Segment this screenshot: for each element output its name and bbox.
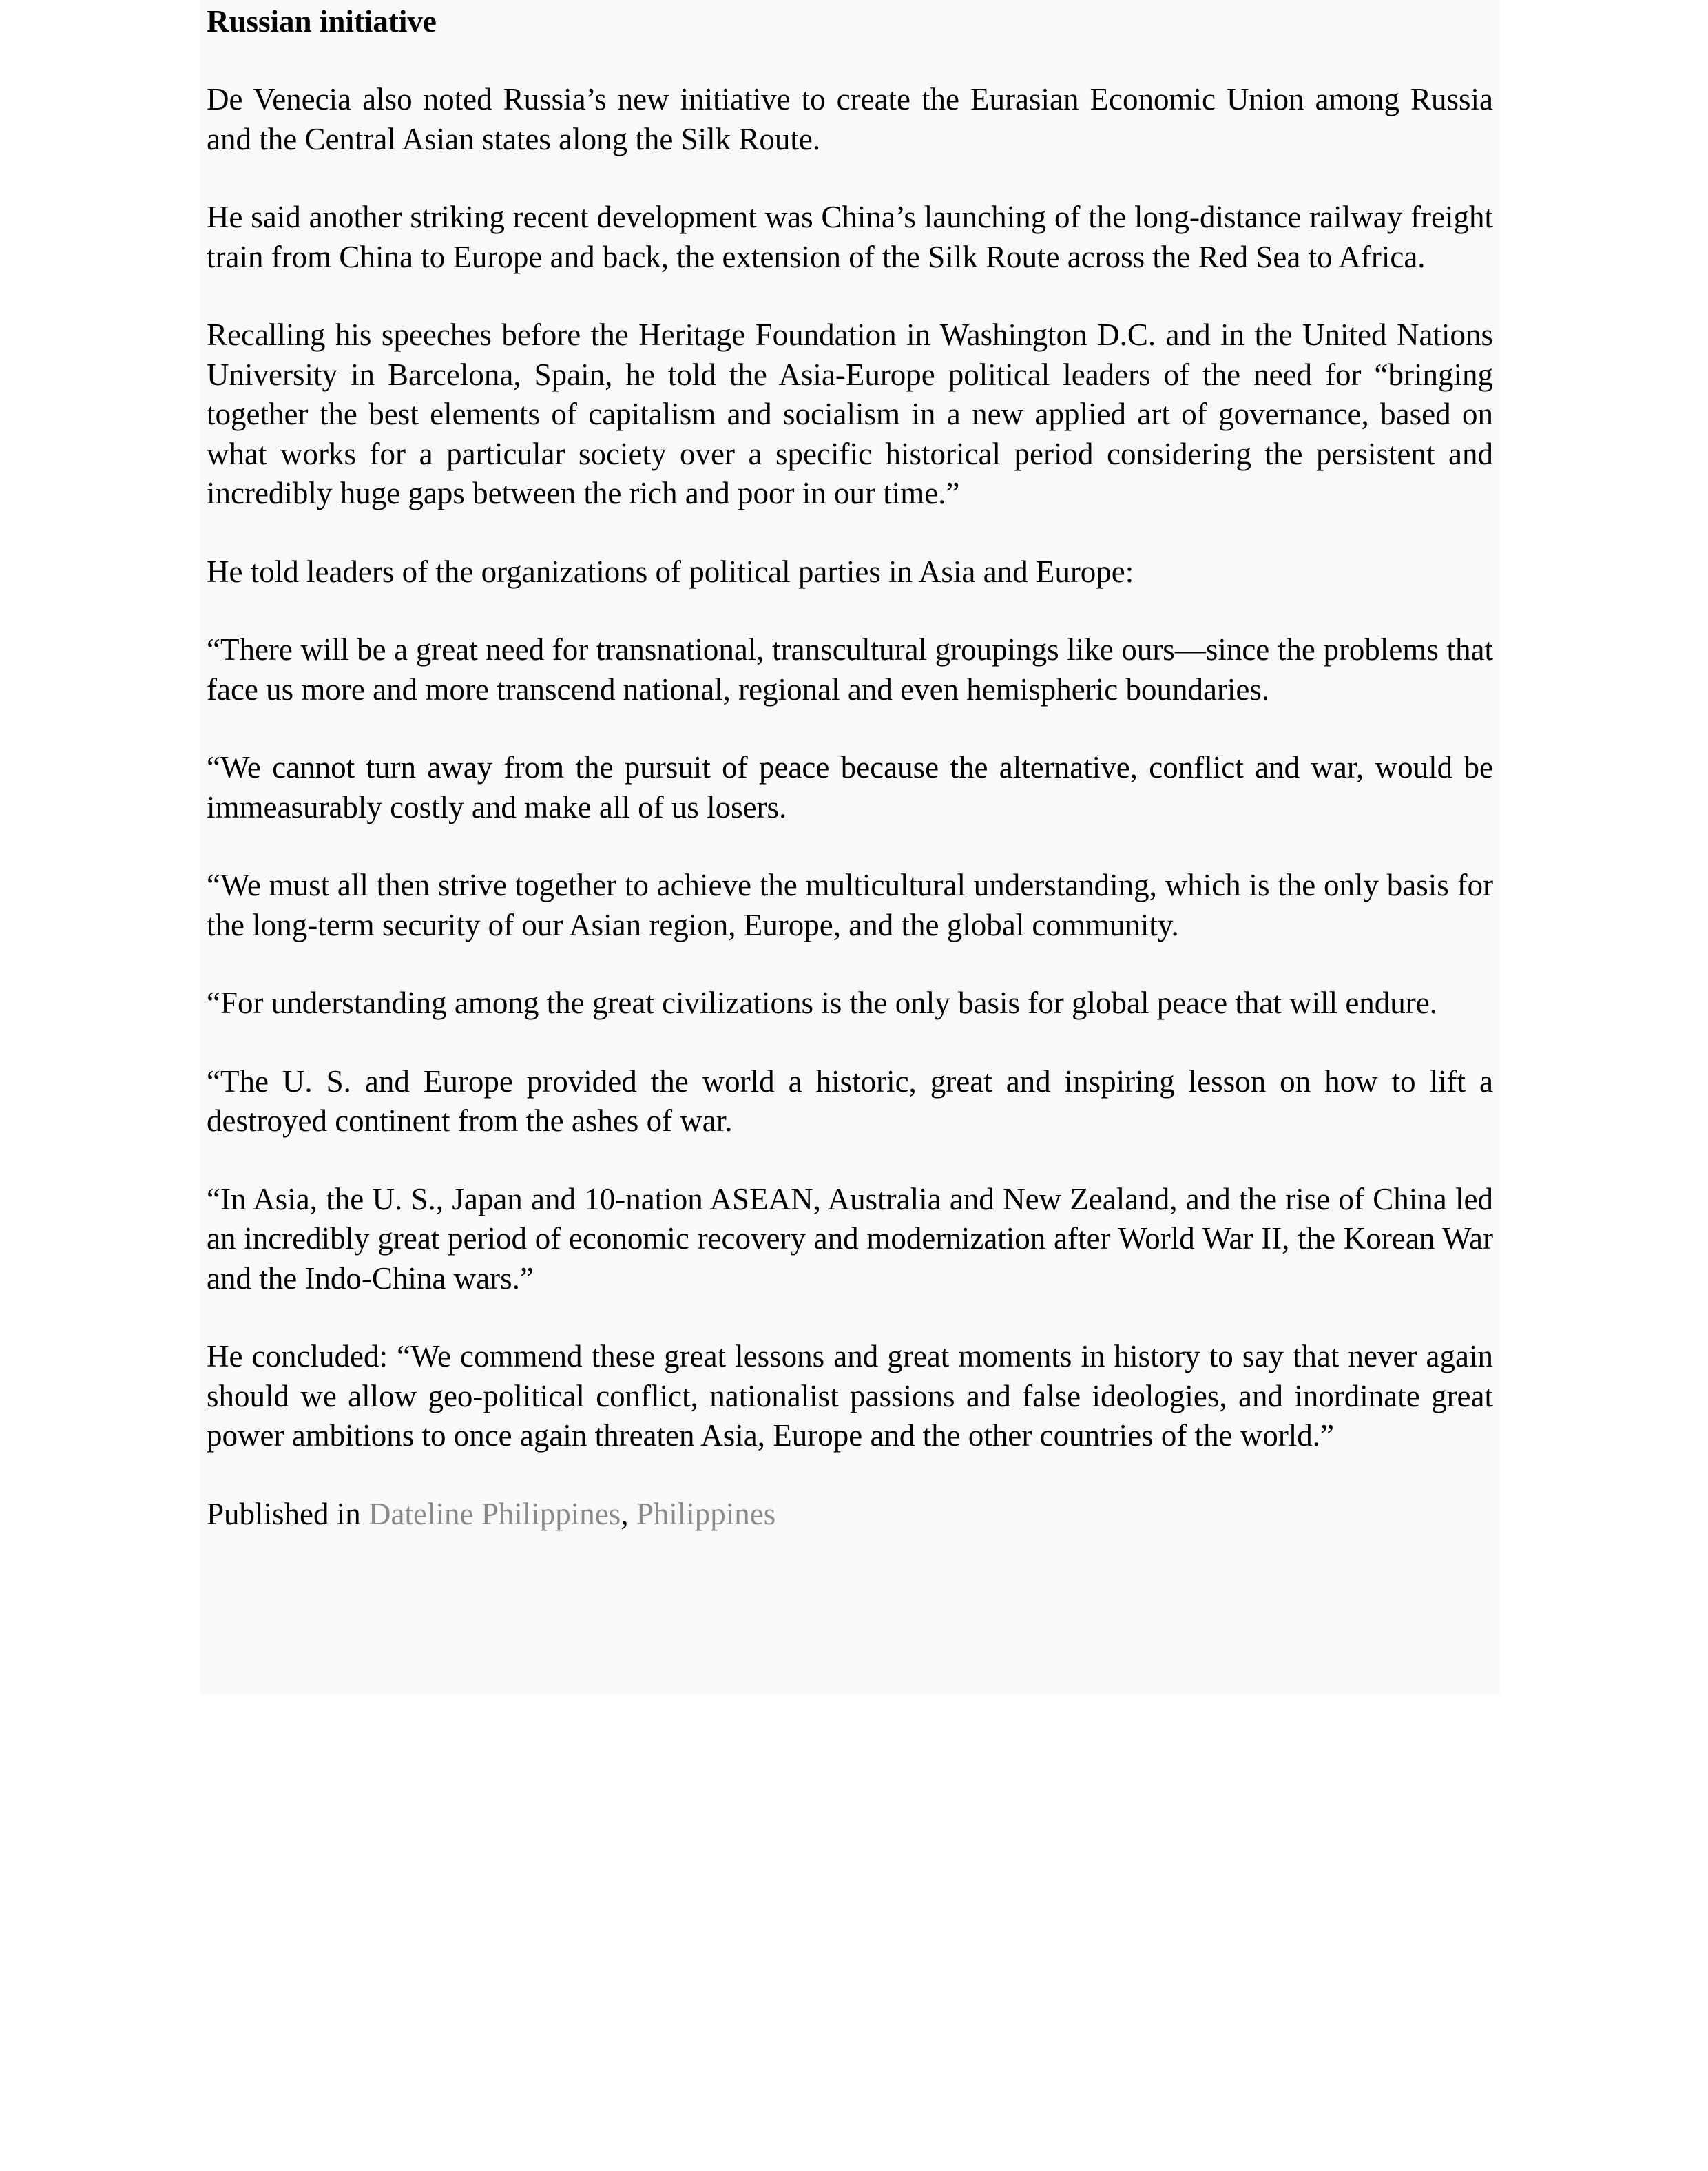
category-separator: , [621,1496,629,1531]
paragraph: “In Asia, the U. S., Japan and 10-nation ASEAN, Australia and New Zealand, and the rise of China led an incredibly great period of economic recovery and modernization after World War II, the Korean War and the Indo-China wars.” [207,1181,1493,1296]
paragraph: “There will be a great need for transnational, transcultural groupings like ours—since the problems that face us more and more transcend national, regional and even hemispheric boundaries. [207,632,1493,707]
paragraph: De Venecia also noted Russia’s new initiative to create the Eurasian Economic Union among Russia and the Central Asian states along the Silk Route. [207,82,1493,156]
published-in-label: Published in [207,1496,361,1531]
category-link-philippines[interactable]: Philippines [636,1496,776,1531]
paragraph: He said another striking recent development was China’s launching of the long-distance railway freight train from China to Europe and back, the extension of the Silk Route across the Red Sea to Africa. [207,200,1493,274]
category-link-dateline-philippines[interactable]: Dateline Philippines [368,1496,621,1531]
paragraph: “We cannot turn away from the pursuit of peace because the alternative, conflict and war, would be immeasurably costly and make all of us losers. [207,750,1493,824]
paragraph: He concluded: “We commend these great lessons and great moments in history to say that never again should we allow geo-political conflict, nationalist passions and false ideologies, and inordinate great power ambitions to once again threaten Asia, Europe and the other countries of the world.” [207,1339,1493,1453]
paragraph: He told leaders of the organizations of political parties in Asia and Europe: [207,554,1134,589]
section-heading: Russian initiative [207,4,437,39]
paragraph: Recalling his speeches before the Heritage Foundation in Washington D.C. and in the United Nations University in Barcelona, Spain, he told the Asia-Europe political leaders of the need for “bringing together the best elements of capitalism and socialism in a new applied art of governance, based on what works for a particular society over a specific historical period considering the persistent and incredibly huge gaps between the rich and poor in our time.” [207,318,1493,510]
published-in-line [207,1495,1493,1535]
paragraph: “For understanding among the great civilizations is the only basis for global peace that will endure. [207,986,1438,1020]
paragraph: “We must all then strive together to achieve the multicultural understanding, which is the only basis for the long-term security of our Asian region, Europe, and the global community. [207,868,1493,942]
article-body [200,0,1500,1694]
paragraph: “The U. S. and Europe provided the world a historic, great and inspiring lesson on how to lift a destroyed continent from the ashes of war. [207,1063,1493,1138]
